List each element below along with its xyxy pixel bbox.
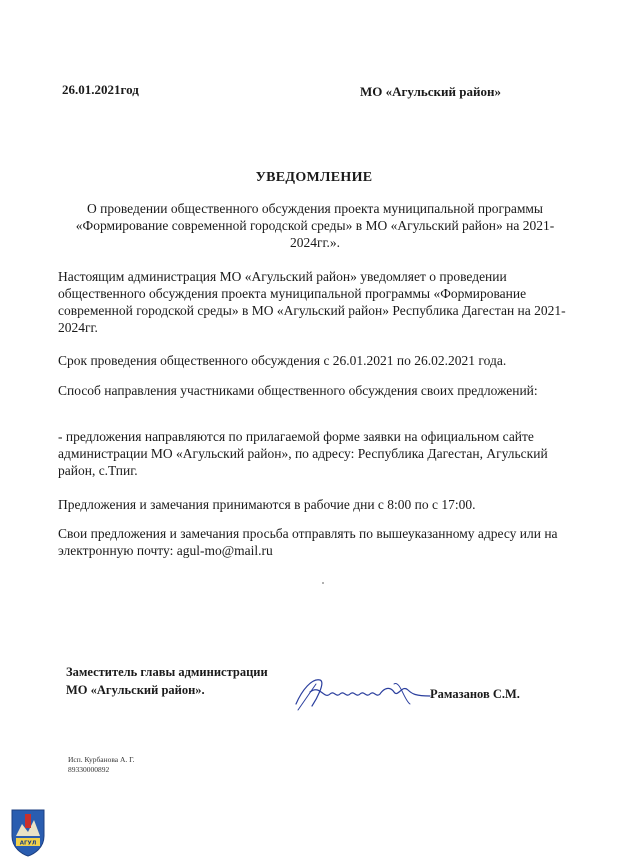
paragraph-period: Срок проведения общественного обсуждения с 26.01.2021 по 26.02.2021 года.	[58, 353, 507, 368]
handwritten-signature	[290, 670, 440, 715]
paragraph-contact: Свои предложения и замечания просьба отправлять по вышеуказанному адресу или на электронную почту: agul-mo@mail.ru	[58, 526, 558, 558]
paragraph-announcement: Настоящим администрация МО «Агульский район» уведомляет о проведении общественного обсуждения проекта муниципальной программы «Формирование современной городской среды» в МО «Агульский район» Республика Дагестан на 2021-2024гг.	[58, 269, 566, 335]
executor-info	[68, 755, 135, 775]
paragraph-hours: Предложения и замечания принимаются в рабочие дни с 8:00 по с 17:00.	[58, 497, 476, 512]
paragraph-method: Способ направления участниками общественного обсуждения своих предложений:	[58, 383, 538, 398]
notice-title: УВЕДОМЛЕНИЕ	[255, 170, 373, 185]
notice-subject: О проведении общественного обсуждения проекта муниципальной программы «Формирование современной городской среды» в МО «Агульский район» на 2021-2024гг.».	[75, 201, 555, 250]
signatory-name: Рамазанов С.М.	[430, 687, 520, 701]
document-date: 26.01.2021год	[62, 82, 139, 97]
paragraph-submission: - предложения направляются по прилагаемой форме заявки на официальном сайте администрации МО «Агульский район», по адресу: Республика Дагестан, Агульский район, с.Тпиг.	[58, 429, 548, 478]
executor-phone: 89330000892	[68, 765, 110, 774]
position-line-2: МО «Агульский район».	[66, 683, 205, 697]
organization-name: МО «Агульский район»	[360, 84, 501, 99]
position-line-1: Заместитель главы администрации	[66, 665, 268, 679]
executor-name: Исп. Курбанова А. Г.	[68, 755, 135, 764]
scan-speck	[322, 582, 324, 584]
emblem-text: АГУЛ	[19, 840, 37, 847]
coat-of-arms-icon	[8, 806, 48, 858]
signatory-position	[66, 663, 268, 699]
